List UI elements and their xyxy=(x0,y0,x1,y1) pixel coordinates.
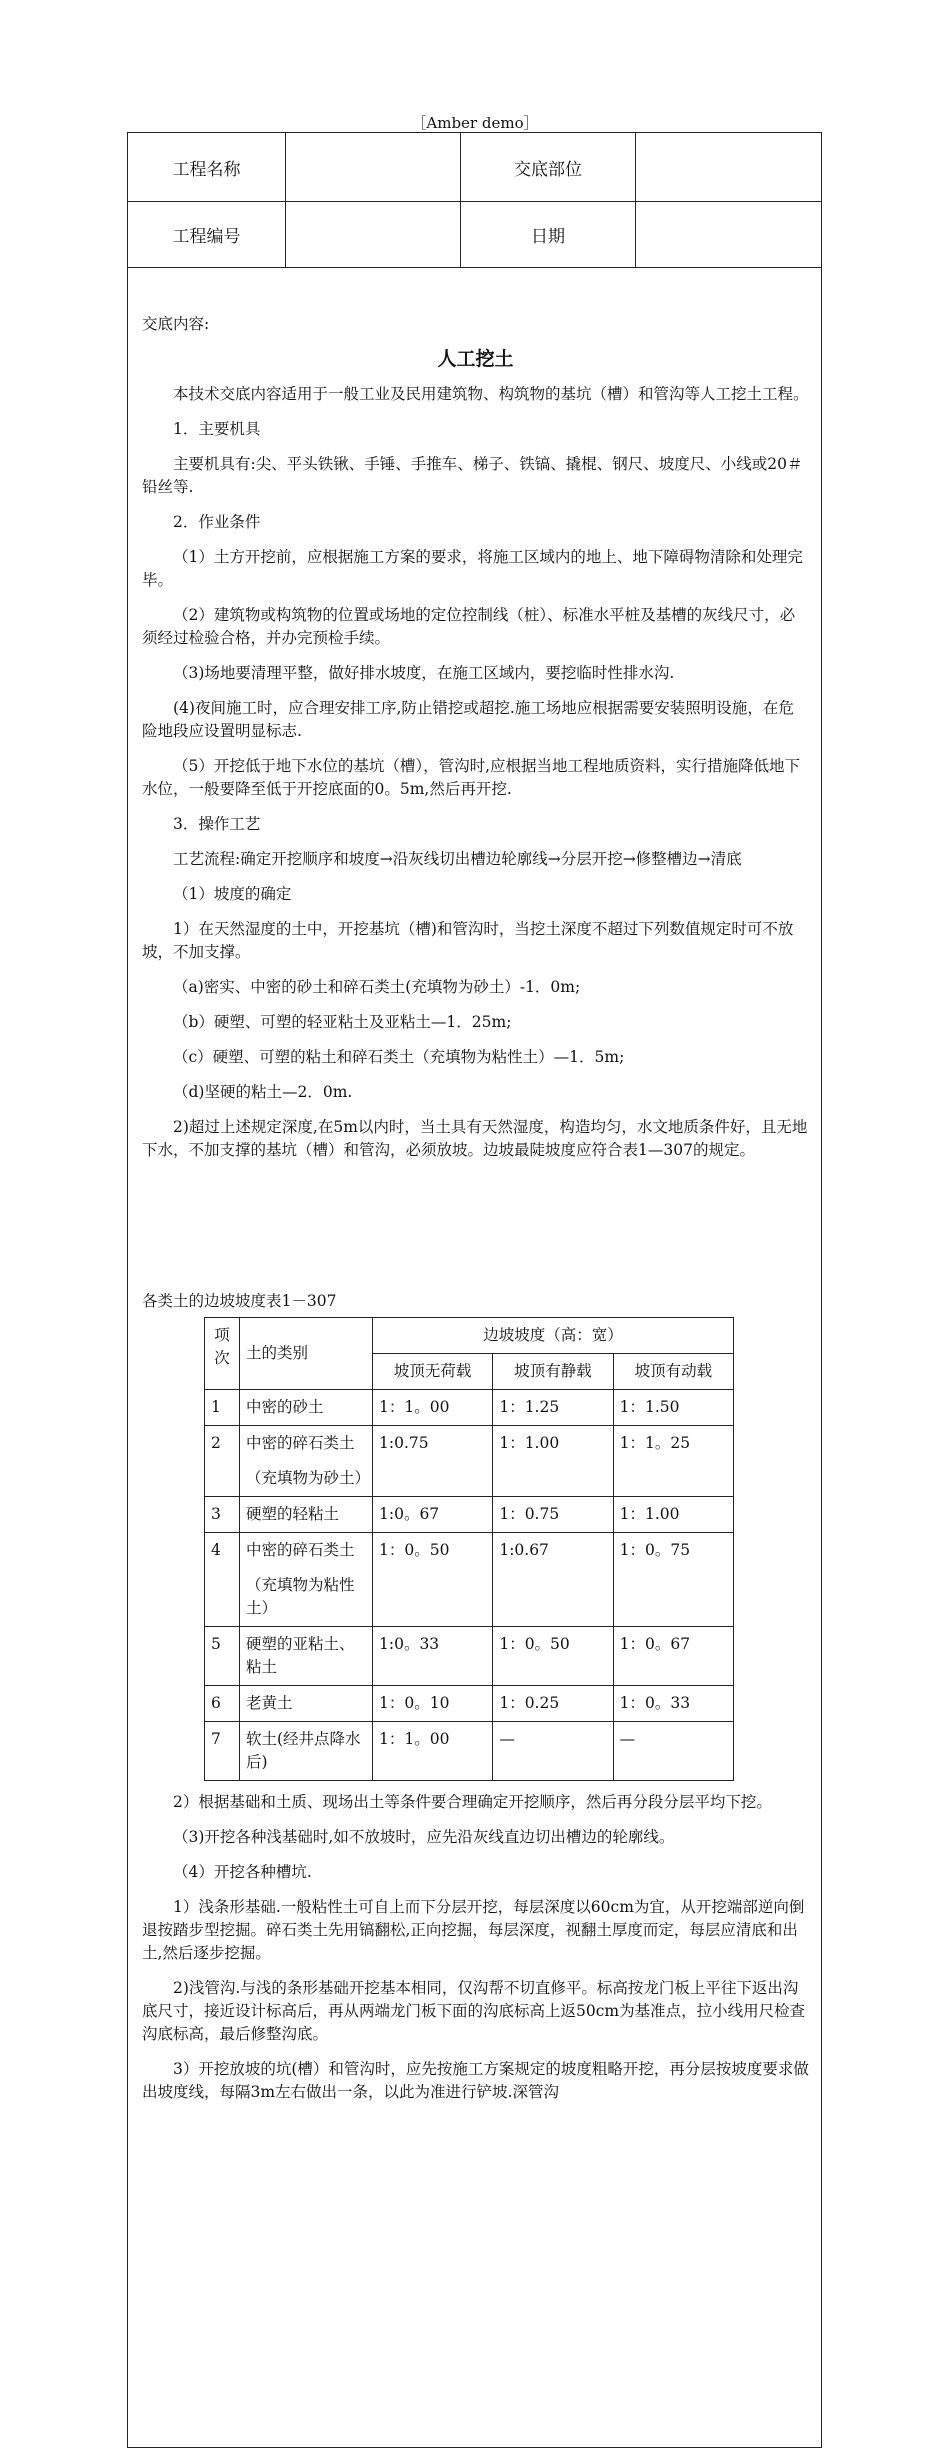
table-row xyxy=(205,1426,734,1497)
table-row xyxy=(205,1686,734,1722)
project-name-field[interactable] xyxy=(286,133,461,201)
row-c-cell: 1：0。33 xyxy=(613,1686,733,1722)
row-a-cell: 1:0。33 xyxy=(373,1627,493,1686)
row-type-cell xyxy=(240,1497,373,1533)
soil-type-text: 软土(经井点降水后) xyxy=(246,1730,361,1771)
paragraph: （d)坚硬的粘土—2．0m. xyxy=(173,1083,353,1101)
row-type-cell xyxy=(240,1426,373,1497)
table-row xyxy=(205,1390,734,1426)
paragraph: 3）开挖放坡的坑(槽）和管沟时，应先按施工方案规定的坡度粗略开挖，再分层按坡度要求做出坡度线，每隔3m左右做出一条，以此为准进行铲坡.深管沟 xyxy=(142,2060,809,2101)
row-c-cell: 1：1。25 xyxy=(613,1426,733,1497)
row-b-cell: 1：1.25 xyxy=(493,1390,613,1426)
row-b-cell: 1：0。50 xyxy=(493,1627,613,1686)
paragraph: （5）开挖低于地下水位的基坑（槽），管沟时,应根据当地工程地质资料，实行措施降低地下水位，一般要降至低于开挖底面的0。5m,然后再开挖. xyxy=(142,757,801,798)
row-b-cell: 1：1.00 xyxy=(493,1426,613,1497)
soil-type-text: 中密的碎石类土 xyxy=(246,1541,355,1559)
paragraph: 工艺流程:确定开挖顺序和坡度→沿灰线切出槽边轮廓线→分层开挖→修整槽边→清底 xyxy=(173,850,742,868)
col-c-header: 坡顶有动载 xyxy=(613,1354,733,1390)
location-field[interactable] xyxy=(636,133,821,201)
demo-header: ［Amber demo］ xyxy=(411,114,539,132)
table-caption: 各类土的边坡坡度表1－307 xyxy=(142,1292,337,1310)
slope-table xyxy=(204,1317,734,1781)
paragraphs-a xyxy=(142,383,809,1162)
row-b-cell: — xyxy=(493,1722,613,1781)
soil-type-text: 中密的砂土 xyxy=(246,1398,324,1416)
row-c-cell: 1：1.50 xyxy=(613,1390,733,1426)
col-type-header: 土的类别 xyxy=(240,1318,373,1390)
paragraph: （4）开挖各种槽坑. xyxy=(173,1863,312,1881)
info-row-1 xyxy=(128,133,821,202)
col-b-header: 坡顶有静载 xyxy=(493,1354,613,1390)
paragraph: （2）建筑物或构筑物的位置或场地的定位控制线（桩）、标准水平桩及基槽的灰线尺寸，必须经过检验合格，并办完预检手续。 xyxy=(142,606,796,647)
paragraph: 2)超过上述规定深度,在5m以内时，当土具有天然湿度，构造均匀，水文地质条件好，且无地下水，不加支撑的基坑（槽）和管沟，必须放坡。边坡最陡坡度应符合表1—307的规定。 xyxy=(142,1118,808,1159)
row-a-cell: 1：1。00 xyxy=(373,1390,493,1426)
intro-label: 交底内容: xyxy=(142,315,210,333)
paragraph: 2)浅管沟.与浅的条形基础开挖基本相同，仅沟帮不切直修平。标高按龙门板上平往下返出沟底尺寸，接近设计标高后，再从两端龙门板下面的沟底标高上返50cm为基准点，拉小线用尺检查沟底标高，最后修整沟底。 xyxy=(142,1979,806,2043)
row-no-cell: 2 xyxy=(205,1426,240,1497)
col-no-header: 项次 xyxy=(205,1318,240,1390)
paragraph: （3)场地要清理平整，做好排水坡度，在施工区域内，要挖临时性排水沟. xyxy=(173,664,675,682)
row-a-cell: 1：0。50 xyxy=(373,1533,493,1627)
paragraph: （b）硬塑、可塑的轻亚粘土及亚粘土—1．25m; xyxy=(173,1013,512,1031)
row-no-cell: 5 xyxy=(205,1627,240,1686)
row-no-cell: 3 xyxy=(205,1497,240,1533)
project-name-label: 工程名称 xyxy=(128,133,286,201)
row-type-cell xyxy=(240,1627,373,1686)
paragraph: （c）硬塑、可塑的粘土和碎石类土（充填物为粘性土）—1．5m; xyxy=(173,1048,625,1066)
paragraph: 1）在天然湿度的土中，开挖基坑（槽)和管沟时，当挖土深度不超过下列数值规定时可不放坡，不加支撑。 xyxy=(142,920,794,961)
paragraph: 主要机具有:尖、平头铁锹、手锤、手推车、梯子、铁镐、撬棍、钢尺、坡度尺、小线或20＃铅丝等. xyxy=(142,455,803,496)
row-no-cell: 7 xyxy=(205,1722,240,1781)
row-no-cell: 4 xyxy=(205,1533,240,1627)
disclosure-form xyxy=(127,132,822,2448)
paragraph: （3)开挖各种浅基础时,如不放坡时，应先沿灰线直边切出槽边的轮廓线。 xyxy=(173,1828,675,1846)
table-row xyxy=(205,1533,734,1627)
row-a-cell: 1:0。67 xyxy=(373,1497,493,1533)
col-group-header: 边坡坡度（高：宽） xyxy=(373,1318,734,1354)
soil-type-text: 硬塑的轻粘土 xyxy=(246,1505,340,1523)
soil-note-text: （充填物为粘性土） xyxy=(246,1576,355,1617)
paragraph: 本技术交底内容适用于一般工业及民用建筑物、构筑物的基坑（槽）和管沟等人工挖土工程。 xyxy=(173,385,809,403)
paragraphs-b xyxy=(142,1791,809,2104)
row-b-cell: 1：0.75 xyxy=(493,1497,613,1533)
paragraph: 2）根据基础和土质、现场出土等条件要合理确定开挖顺序，然后再分段分层平均下挖。 xyxy=(173,1793,772,1811)
row-type-cell xyxy=(240,1722,373,1781)
row-no-cell: 1 xyxy=(205,1390,240,1426)
table-row xyxy=(205,1722,734,1781)
soil-type-text: 老黄土 xyxy=(246,1694,293,1712)
row-c-cell: — xyxy=(613,1722,733,1781)
location-label: 交底部位 xyxy=(461,133,636,201)
table-row xyxy=(205,1497,734,1533)
content-body xyxy=(128,313,821,2116)
row-no-cell: 6 xyxy=(205,1686,240,1722)
paragraph: （1）土方开挖前，应根据施工方案的要求，将施工区域内的地上、地下障碍物清除和处理完毕。 xyxy=(142,548,803,589)
date-field[interactable] xyxy=(636,201,821,267)
soil-type-text: 硬塑的亚粘土、粘土 xyxy=(246,1635,355,1676)
paragraph: 1．主要机具 xyxy=(173,420,261,438)
doc-title: 人工挖土 xyxy=(437,348,514,370)
soil-note-text: （充填物为砂土） xyxy=(246,1469,371,1487)
table-row xyxy=(205,1627,734,1686)
paragraph: 3．操作工艺 xyxy=(173,815,261,833)
row-a-cell: 1:0.75 xyxy=(373,1426,493,1497)
row-a-cell: 1：1。00 xyxy=(373,1722,493,1781)
row-c-cell: 1：0。75 xyxy=(613,1533,733,1627)
paragraph: 1）浅条形基础.一般粘性土可自上而下分层开挖，每层深度以60cm为宜，从开挖端部逆向倒退按踏步型挖掘。碎石类土先用镐翻松,正向挖掘，每层深度，视翻土厚度而定，每层应清底和出土,然后逐步挖掘。 xyxy=(142,1898,805,1962)
paragraph: 2．作业条件 xyxy=(173,513,261,531)
row-a-cell: 1：0。10 xyxy=(373,1686,493,1722)
row-b-cell: 1：0.25 xyxy=(493,1686,613,1722)
project-no-field[interactable] xyxy=(286,201,461,267)
row-c-cell: 1：0。67 xyxy=(613,1627,733,1686)
soil-type-text: 中密的碎石类土 xyxy=(246,1434,355,1452)
row-type-cell xyxy=(240,1390,373,1426)
row-c-cell: 1：1.00 xyxy=(613,1497,733,1533)
col-a-header: 坡顶无荷载 xyxy=(373,1354,493,1390)
info-row-2 xyxy=(128,201,821,268)
row-type-cell xyxy=(240,1533,373,1627)
date-label: 日期 xyxy=(461,201,636,267)
project-no-label: 工程编号 xyxy=(128,201,286,267)
row-b-cell: 1:0.67 xyxy=(493,1533,613,1627)
paragraph: （a)密实、中密的砂土和碎石类土(充填物为砂土）-1．0m; xyxy=(173,978,581,996)
row-type-cell xyxy=(240,1686,373,1722)
paragraph: (4)夜间施工时，应合理安排工序,防止错挖或超挖.施工场地应根据需要安装照明设施，在危险地段应设置明显标志. xyxy=(142,699,794,740)
paragraph: （1）坡度的确定 xyxy=(173,885,292,903)
